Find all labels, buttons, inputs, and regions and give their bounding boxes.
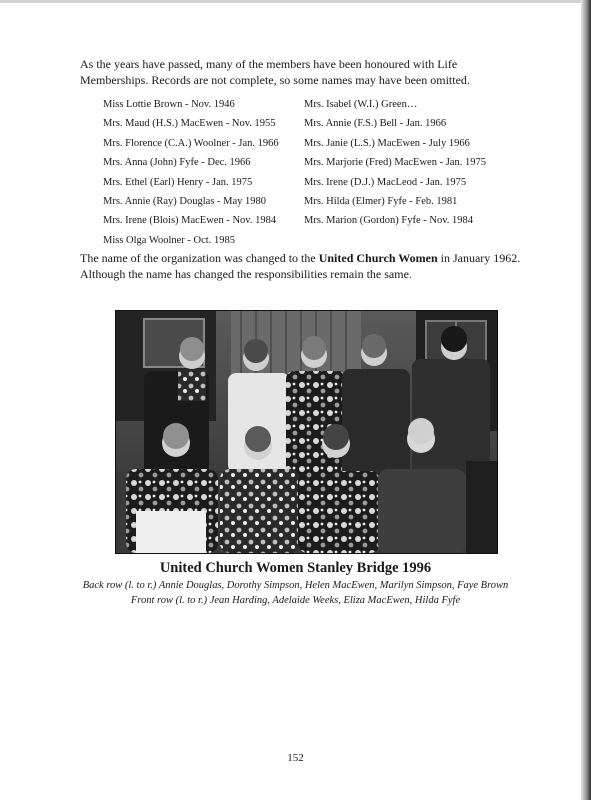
membership-entry: Mrs. Maud (H.S.) MacEwen - Nov. 1955 <box>103 118 276 130</box>
life-memberships-right-column <box>304 95 486 231</box>
membership-entry: Mrs. Marion (Gordon) Fyfe - Nov. 1984 <box>304 215 474 227</box>
membership-entry: Miss Lottie Brown - Nov. 1946 <box>103 99 235 110</box>
scan-top-edge <box>0 0 591 3</box>
name-change-text-after: in January 1962. Although the name has changed the responsibilities remain the same. <box>80 251 521 281</box>
name-change-paragraph <box>80 250 528 282</box>
photo-caption-back-row: Back row (l. to r.) Annie Douglas, Dorothy Simpson, Helen MacEwen, Marilyn Simpson, Faye Brown <box>82 580 509 591</box>
membership-entry: Mrs. Anna (John) Fyfe - Dec. 1966 <box>103 157 251 169</box>
scan-binding-edge <box>581 0 591 800</box>
group-photo <box>115 310 498 554</box>
membership-entry: Miss Olga Woolner - Oct. 1985 <box>103 234 235 246</box>
group-photo-image <box>116 311 497 553</box>
membership-entry: Mrs. Irene (D.J.) MacLeod - Jan. 1975 <box>304 176 467 188</box>
membership-entry: Mrs. Annie (Ray) Douglas - May 1980 <box>103 195 267 207</box>
membership-entry: Mrs. Irene (Blois) MacEwen - Nov. 1984 <box>103 215 277 227</box>
membership-entry: Mrs. Ethel (Earl) Henry - Jan. 1975 <box>103 176 253 188</box>
page-number: 152 <box>287 752 304 764</box>
photo-caption-front-row: Front row (l. to r.) Jean Harding, Adelaide Weeks, Eliza MacEwen, Hilda Fyfe <box>130 595 461 606</box>
membership-entry: Mrs. Isabel (W.I.) Green… <box>304 99 418 110</box>
membership-entry: Mrs. Janie (L.S.) MacEwen - July 1966 <box>304 137 470 149</box>
life-memberships-left-column <box>103 95 279 250</box>
photo-caption-title: United Church Women Stanley Bridge 1996 <box>159 560 432 576</box>
name-change-text-before: The name of the organization was changed to the <box>80 251 319 265</box>
organization-name: United Church Women <box>318 251 438 265</box>
membership-entry: Mrs. Annie (F.S.) Bell - Jan. 1966 <box>304 118 447 130</box>
membership-entry: Mrs. Marjorie (Fred) MacEwen - Jan. 1975 <box>304 157 486 169</box>
membership-entry: Mrs. Florence (C.A.) Woolner - Jan. 1966 <box>103 137 279 149</box>
membership-entry: Mrs. Hilda (Elmer) Fyfe - Feb. 1981 <box>304 195 458 207</box>
intro-paragraph: As the years have passed, many of the members have been honoured with Life Memberships. Records are not complete, so some names may have been omitted. <box>80 57 470 87</box>
